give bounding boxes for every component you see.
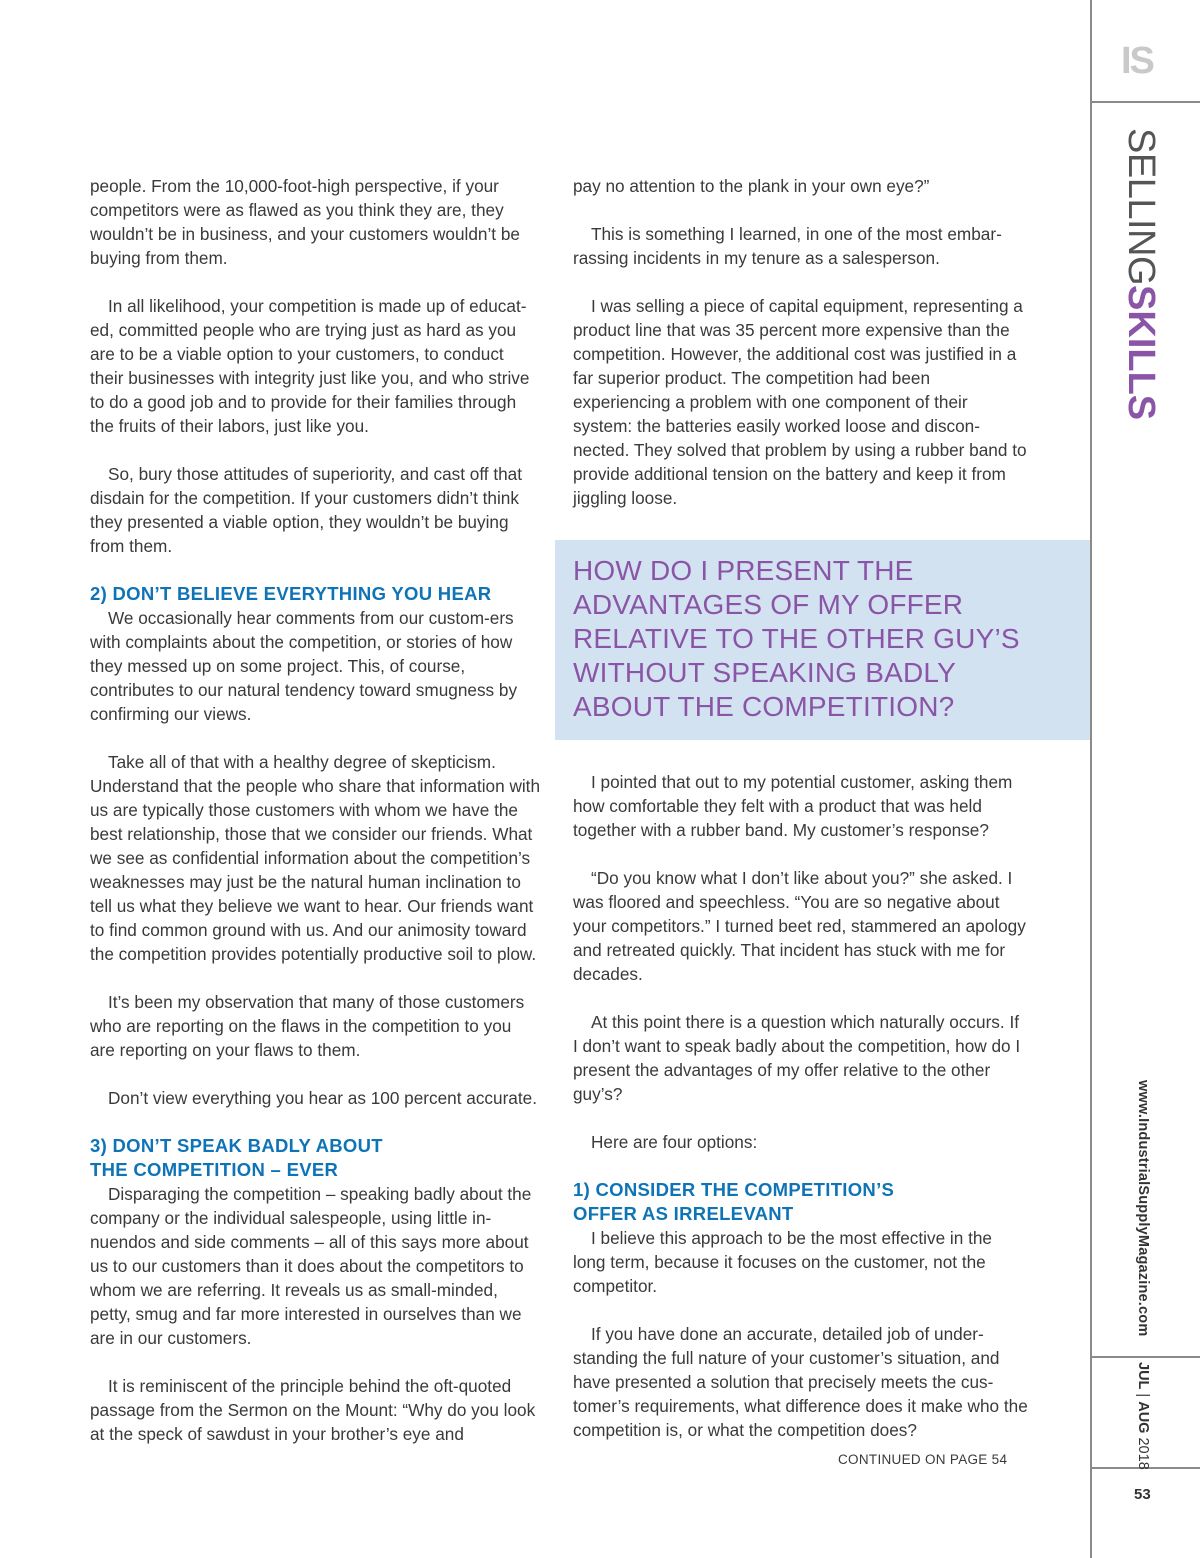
- issue-month: AUG: [1135, 1401, 1151, 1434]
- paragraph: I was selling a piece of capital equipment, representing a product line that was 35 percent more expensive than the competition. However, the additional cost was justified in a far superior product. The competition had been experiencing a problem with one component of their system: the batteries easily worked loose and discon-nected. They solved that problem by using a rubber band to provide additional tension on the battery and keep it from jiggling loose.: [573, 296, 1027, 508]
- subheading-line: 1) CONSIDER THE COMPETITION’S: [573, 1179, 895, 1200]
- article-column-right-bottom: [573, 770, 1028, 1466]
- paragraph: I pointed that out to my potential customer, asking them how comfortable they felt with a product that was held together with a rubber band. My customer’s response?: [573, 772, 1013, 840]
- paragraph: In all likelihood, your competition is made up of educat-ed, committed people who are trying just as hard as you are to be a viable option to your customers, to conduct their businesses with integrity just like you, and who strive to do a good job and to provide for their families through the fruits of their labors, just like you.: [90, 296, 530, 436]
- section-title-light: SELLING: [1120, 128, 1162, 286]
- paragraph: It is reminiscent of the principle behind the oft-quoted passage from the Sermon on the Mount: “Why do you look at the speck of sawdust in your brother’s eye and: [90, 1376, 536, 1444]
- paragraph: We occasionally hear comments from our custom-ers with complaints about the competition, or stories of how they messed up on some project. This, of course, contributes to our natural tendency toward smugness by confirming our views.: [90, 608, 518, 724]
- section-title: [1122, 128, 1160, 420]
- pull-quote-line: ADVANTAGES OF MY OFFER: [573, 589, 964, 620]
- paragraph: So, bury those attitudes of superiority, and cast off that disdain for the competition. If your customers didn’t think they presented a viable option, they wouldn’t be buying from them.: [90, 464, 523, 556]
- website-url[interactable]: www.IndustrialSupplyMagazine.com: [1135, 1080, 1151, 1337]
- paragraph: Disparaging the competition – speaking badly about the company or the individual salespeople, using little in-nuendos and side comments – all of this says more about us to our customers than it does about the competitors to whom we are referring. It reveals us as small-minded, petty, smug and far more interested in ourselves than we are in our customers.: [90, 1184, 532, 1348]
- paragraph: Don’t view everything you hear as 100 percent accurate.: [108, 1088, 537, 1108]
- pull-quote-box: [555, 540, 1090, 740]
- section-title-bold: SKILLS: [1120, 285, 1162, 421]
- pull-quote-line: HOW DO I PRESENT THE: [573, 555, 914, 586]
- paragraph: At this point there is a question which naturally occurs. If I don’t want to speak badly about the competition, how do I present the advantages of my offer relative to the other guy’s?: [573, 1012, 1021, 1104]
- issue-month: JUL: [1135, 1362, 1151, 1390]
- subheading-dont-believe: 2) DON’T BELIEVE EVERYTHING YOU HEAR: [90, 583, 492, 604]
- paragraph: I believe this approach to be the most effective in the long term, because it focuses on the customer, not the competitor.: [573, 1228, 992, 1296]
- article-column-left: [90, 174, 540, 1470]
- subheading-dont-speak-badly: [90, 1134, 540, 1182]
- pull-quote-text: [573, 554, 1083, 724]
- issue-separator: |: [1135, 1389, 1151, 1402]
- paragraph: If you have done an accurate, detailed job of under-standing the full nature of your customer’s situation, and have presented a solution that precisely meets the cus-tomer’s requirements, what difference does it make who the competition is, or what the competition does?: [573, 1324, 1028, 1440]
- article-column-right-top: [573, 174, 1028, 534]
- paragraph: “Do you know what I don’t like about you?” she asked. I was floored and speechless. “You are so negative about your competitors.” I turned beet red, stammered an apology and retreated quickly. That incident has stuck with me for decades.: [573, 868, 1026, 984]
- pull-quote-line: ABOUT THE COMPETITION?: [573, 691, 955, 722]
- issue-year: 2018: [1135, 1433, 1151, 1470]
- issue-date: [1135, 1362, 1151, 1470]
- subheading-consider-irrelevant: [573, 1178, 1028, 1226]
- subheading-line: THE COMPETITION – EVER: [90, 1159, 339, 1180]
- paragraph: Take all of that with a healthy degree of skepticism. Understand that the people who share that information with us are typically those customers with whom we have the best relationship, those that we consider our friends. What we see as confidential information about the competition’s weaknesses may just be the natural human inclination to tell us what they believe we want to hear. Our friends want to find common ground with us. And our animosity toward the competition provides potentially productive soil to plow.: [90, 752, 541, 964]
- subheading-line: OFFER AS IRRELEVANT: [573, 1203, 794, 1224]
- paragraph: pay no attention to the plank in your own eye?”: [573, 176, 930, 196]
- paragraph: This is something I learned, in one of the most embar-rassing incidents in my tenure as a salesperson.: [573, 224, 1002, 268]
- subheading-line: 3) DON’T SPEAK BADLY ABOUT: [90, 1135, 383, 1156]
- page-number: 53: [1134, 1486, 1151, 1503]
- continued-on-page-link[interactable]: CONTINUED ON PAGE 54: [838, 1452, 1008, 1467]
- paragraph: people. From the 10,000-foot-high perspective, if your competitors were as flawed as you think they are, they wouldn’t be in business, and your customers wouldn’t be buying from them.: [90, 176, 520, 268]
- pull-quote-line: WITHOUT SPEAKING BADLY: [573, 657, 956, 688]
- magazine-logo: IS: [1121, 40, 1153, 82]
- pull-quote-line: RELATIVE TO THE OTHER GUY’S: [573, 623, 1020, 654]
- paragraph: Here are four options:: [591, 1132, 758, 1152]
- rail-divider: [1090, 1356, 1200, 1358]
- paragraph: It’s been my observation that many of those customers who are reporting on the flaws in the competition to you are reporting on your flaws to them.: [90, 992, 525, 1060]
- rail-divider-vertical: [1090, 0, 1092, 1558]
- rail-divider: [1090, 101, 1200, 103]
